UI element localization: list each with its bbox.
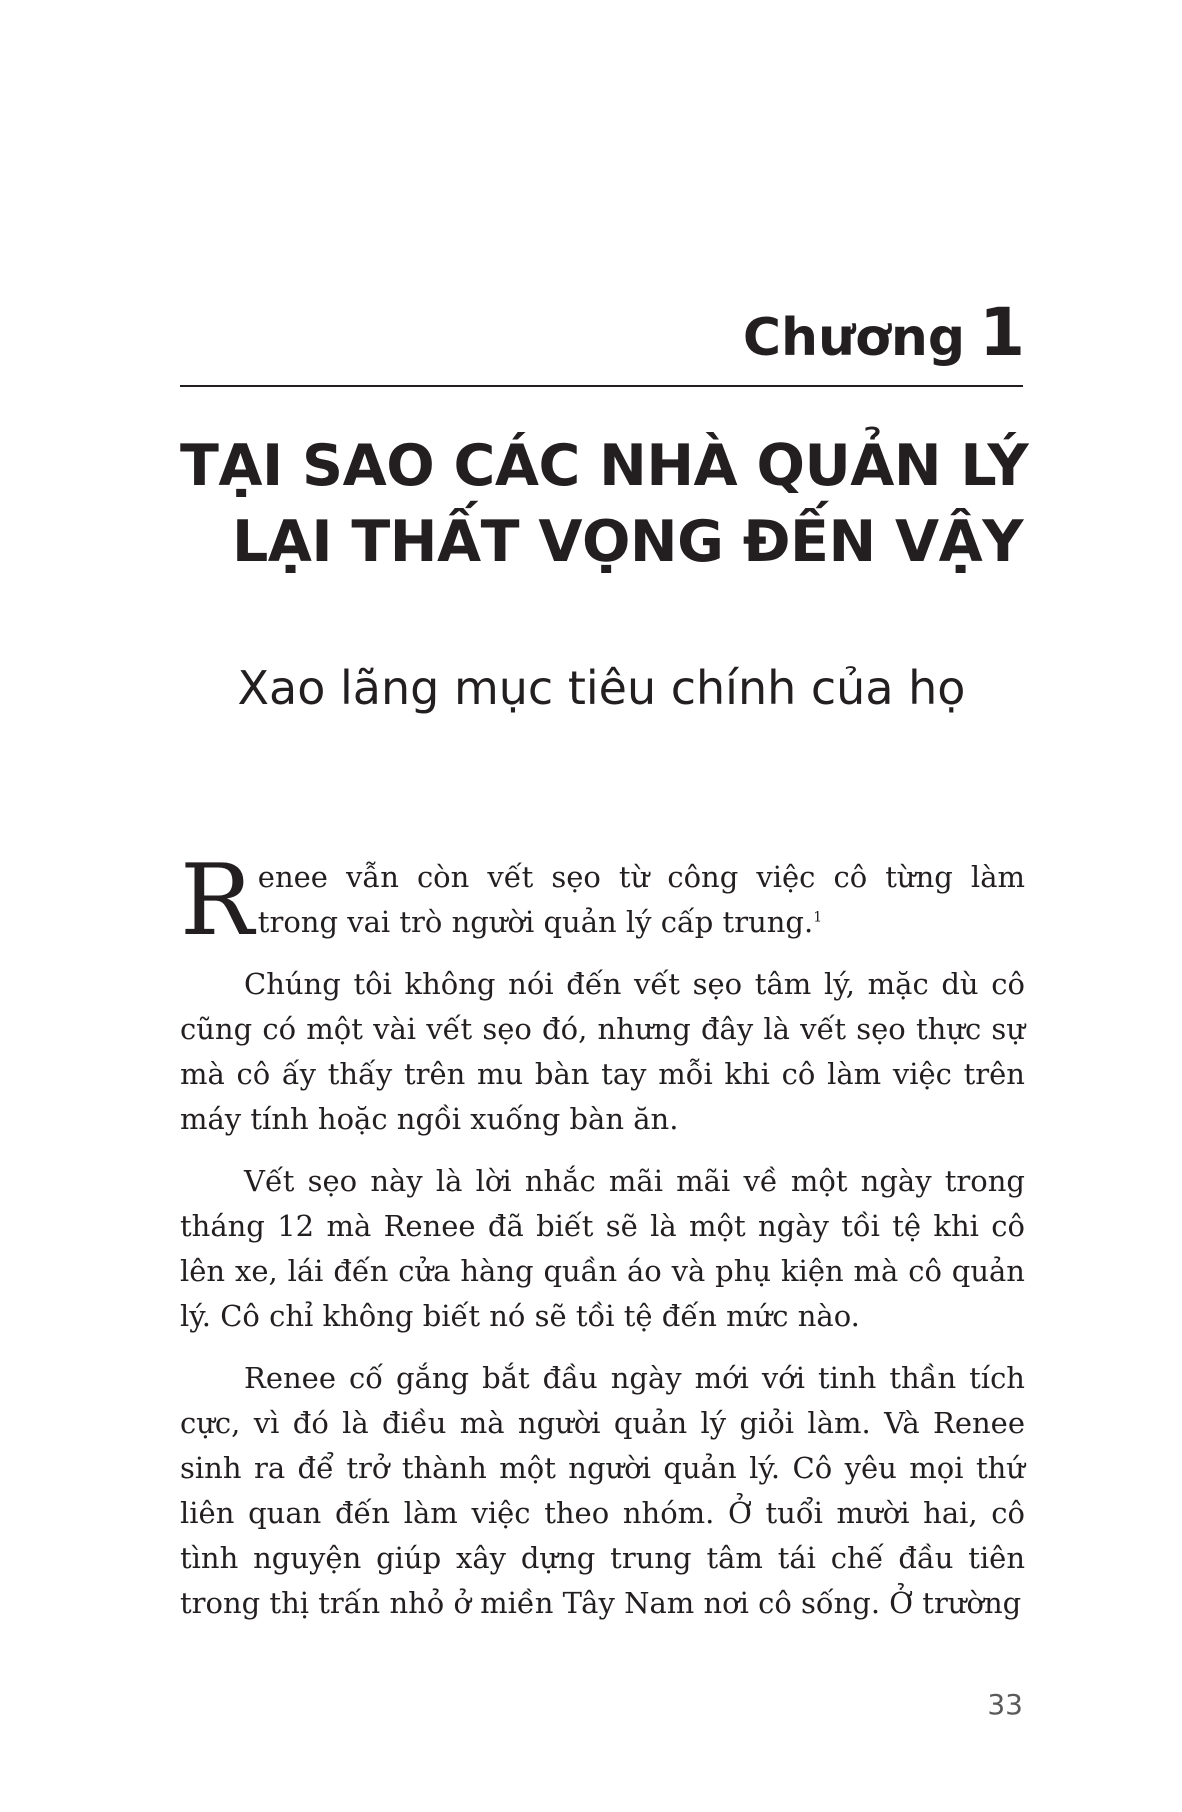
paragraph-3: Vết sẹo này là lời nhắc mãi mãi về một ngày trong tháng 12 mà Renee đã biết sẽ là một ngày tồi tệ khi cô lên xe, lái đến cửa hàng quần áo và phụ kiện mà cô quản lý. Cô chỉ không biết nó sẽ tồi tệ đến mức nào. <box>180 1164 1025 1333</box>
chapter-label: Chương <box>742 308 966 368</box>
footnote-marker[interactable]: 1 <box>813 909 823 926</box>
paragraph-1 <box>180 844 1025 958</box>
chapter-number: 1 <box>979 294 1025 371</box>
paragraph-1-text: enee vẫn còn vết sẹo từ công việc cô từng làm trong vai trò người quản lý cấp trung. <box>257 860 1025 939</box>
chapter-title <box>180 428 1029 580</box>
chapter-subtitle: Xao lãng mục tiêu chính của họ <box>237 661 966 715</box>
page-number: 33 <box>987 1688 1023 1721</box>
chapter-divider <box>180 385 1023 387</box>
body-text <box>180 844 1025 1643</box>
chapter-heading <box>180 294 1025 371</box>
chapter-title-line-2: LẠI THẤT VỌNG ĐẾN VẬY <box>231 509 1023 575</box>
paragraph-4: Renee cố gắng bắt đầu ngày mới với tinh thần tích cực, vì đó là điều mà người quản lý giỏi làm. Và Renee sinh ra để trở thành một người quản lý. Cô yêu mọi thứ liên quan đến làm việc theo nhóm. Ở tuổi mười hai, cô tình nguyện giúp xây dựng trung tâm tái chế đầu tiên trong thị trấn nhỏ ở miền Tây Nam nơi cô sống. Ở trường <box>180 1361 1025 1620</box>
chapter-title-line-1: TẠI SAO CÁC NHÀ QUẢN LÝ <box>180 433 1029 499</box>
drop-cap: R <box>180 844 254 958</box>
paragraph-2: Chúng tôi không nói đến vết sẹo tâm lý, mặc dù cô cũng có một vài vết sẹo đó, nhưng đây là vết sẹo thực sự mà cô ấy thấy trên mu bàn tay mỗi khi cô làm việc trên máy tính hoặc ngồi xuống bàn ăn. <box>180 967 1025 1136</box>
